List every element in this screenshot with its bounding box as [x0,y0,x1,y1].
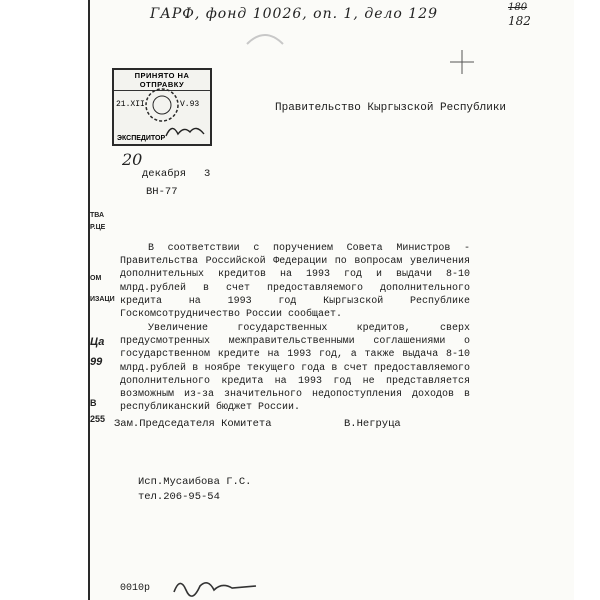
paragraph-1: В соответствии с поручением Совета Министров - Правительства Российской Федерации по вопросам увеличения дополнительных кредитов на 1993 год и выдачи 8-10 млрд.рублей в счет предоставляемого дополнительного кредита на 1993 год Кыргызской Республике Госкомсотрудничество России сообщает. [120,243,470,321]
edge-fragment: ИЗАЦИ [90,296,115,303]
footer-code: 0010р [120,583,151,594]
page-number: 182 [508,14,531,28]
stamp-date: 21.XII [116,100,145,109]
date-day: 20 [122,150,143,169]
edge-fragment: Ца [90,336,105,348]
signature-title: Зам.Председателя Комитета [114,418,272,430]
archive-note: ГАРФ, фонд 10026, оп. 1, дело 129 [150,6,439,22]
page-number-top: 180 [508,2,528,13]
edge-fragment: 255 [90,414,106,424]
edge-fragment: ТВА [90,212,105,219]
edge-fragment: В [90,398,97,408]
signature-name: В.Негруца [344,418,401,430]
stamp-year: V.93 [180,100,200,109]
stamp-seal-icon [142,86,182,124]
reference-number: ВН-77 [146,186,178,198]
handwritten-signature [170,574,260,598]
crosshair-mark [450,50,474,74]
edge-fragment: 99 [90,356,103,368]
paragraph-2: Увеличение государственных кредитов, сверх предусмотренных межправительственными соглашениями о государственном кредите на 1993 год, а также выдача 8-10 млрд.рублей в ноябре текущего года в счет предоставляемого дополнительного кредита на 1993 год не представляется возможным из-за значительного недопоступления доходов в республиканский бюджет России. [120,323,470,414]
executor: Исп.Мусаибова Г.С. [138,476,252,488]
date-year-suffix: 3 [204,168,211,180]
stamp-title: ПРИНЯТО НА ОТПРАВКУ [114,70,210,91]
date-month: декабря [142,168,187,180]
dispatch-stamp [112,68,212,146]
edge-fragment: ОМ [90,275,102,282]
executor-phone: тел.206-95-54 [138,491,220,503]
edge-fragment: Р.ЦЕ [90,224,106,231]
emblem-icon [245,30,285,46]
stamp-signature [164,120,208,142]
recipient: Правительство Кыргызской Республики [275,102,507,114]
stamp-department: ЭКСПЕДИТОР [117,135,166,142]
